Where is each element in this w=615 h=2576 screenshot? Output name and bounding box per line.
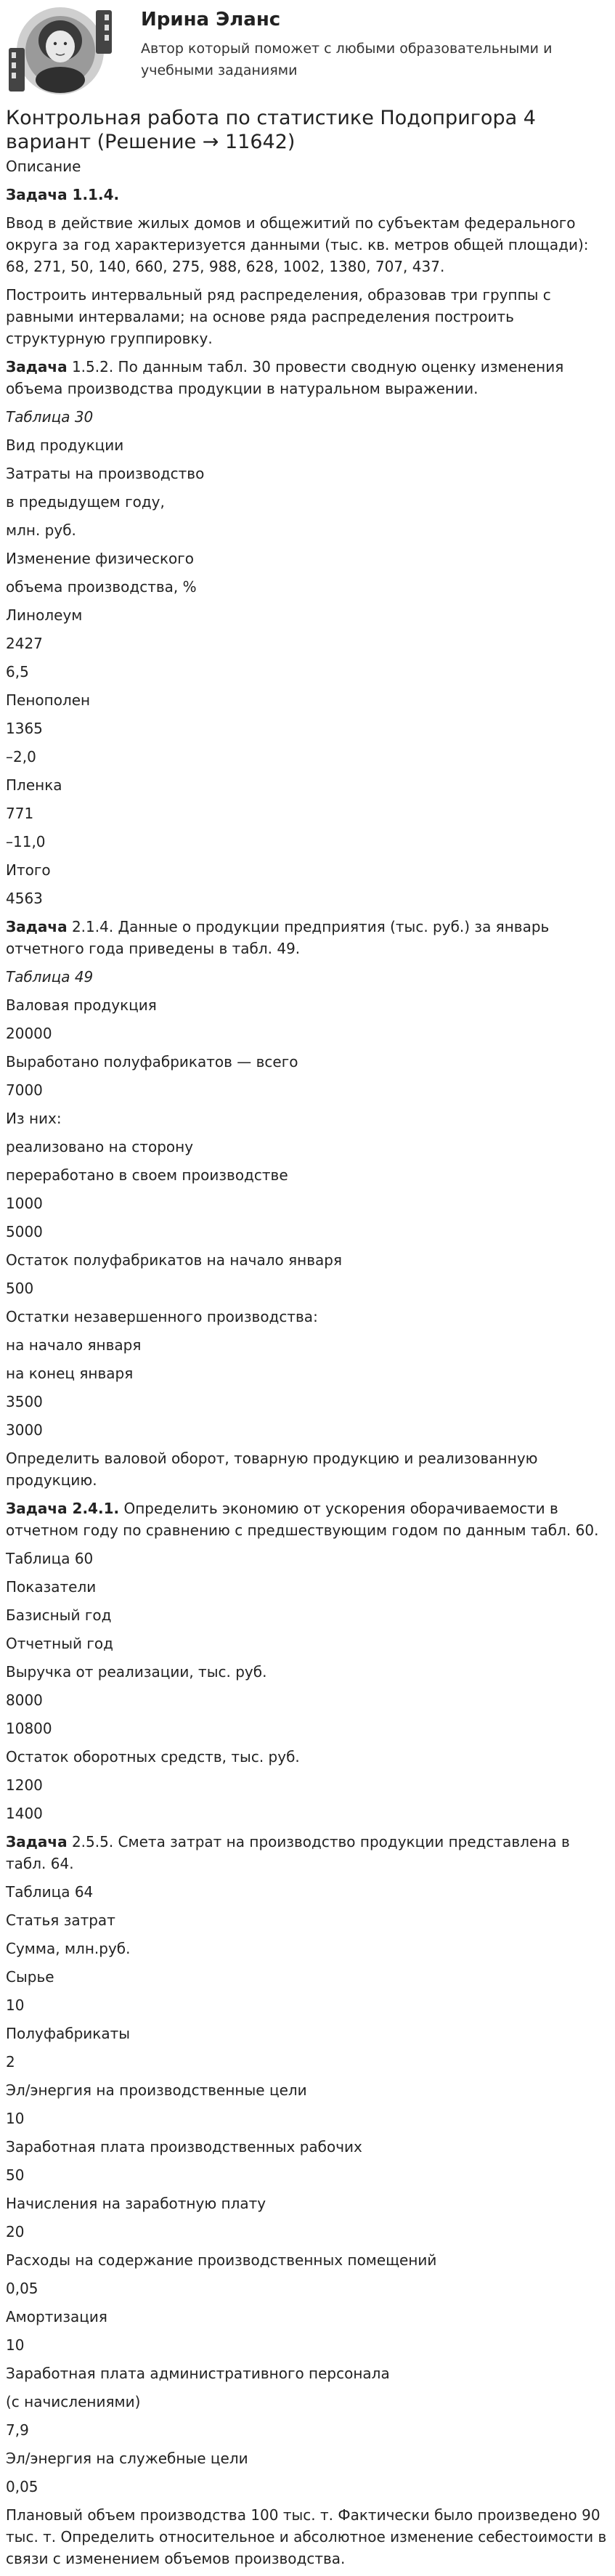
description-label: Описание [6,158,81,175]
author-card [6,4,608,99]
table-line: Заработная плата административного персонала [6,2365,390,2382]
task1-paragraph-1: Ввод в действие жилых домов и общежитий по субъектам федерального округа за год характеризуется данными (тыс. кв. метров общей площади): 68, 271, 50, 140, 660, 275, 988, 628, 1002, 1380, 707, 437. [6,214,589,275]
author-description: Автор который поможет с любыми образовательными и учебными заданиями [141,41,553,78]
table-line: 10 [6,2110,25,2127]
table-line: 10 [6,1996,25,2014]
table-line: Таблица 60 [6,1550,94,1567]
table-line: 10 [6,2336,25,2354]
task4-paragraph [6,1498,608,1541]
task1-paragraph-2: Построить интервальный ряд распределения, образовав три группы с равными интервалами; на основе ряда распределения построить структурную группировку. [6,286,551,347]
table-line: Остатки незавершенного производства: [6,1308,318,1325]
table-line: на конец января [6,1365,134,1382]
task3-paragraph [6,916,608,959]
table-line: 1200 [6,1776,43,1794]
table-line: –2,0 [6,748,36,765]
table-line: Начисления на заработную плату [6,2195,266,2212]
table49-caption: Таблица 49 [6,968,94,986]
task4-lead: Задача 2.4.1. [6,1500,120,1517]
table-line: в предыдущем году, [6,493,165,511]
task2-text: 1.5.2. По данным табл. 30 провести сводную оценку изменения объема производства продукции в натуральном выражении. [6,358,564,397]
table-line: 1000 [6,1195,43,1212]
table-line: Затраты на производство [6,465,205,482]
table-line: Эл/энергия на служебные цели [6,2450,248,2467]
table60-lines [6,1548,608,1824]
table49-lines [6,994,608,1441]
task3-lead: Задача [6,918,68,935]
task5-lead: Задача [6,1833,68,1850]
table-line: 3500 [6,1393,43,1410]
table-line: 1400 [6,1805,43,1822]
table-line: 4563 [6,890,43,907]
table-line: переработано в своем производстве [6,1166,288,1184]
table30-caption: Таблица 30 [6,408,94,426]
task5-paragraph [6,1831,608,1874]
table-line: Таблица 64 [6,1883,94,1901]
table-line: 7000 [6,1081,43,1099]
table-line: на начало января [6,1336,142,1354]
table-line: Расходы на содержание производственных помещений [6,2251,437,2269]
table-line: 771 [6,805,34,822]
table-line: 20 [6,2223,25,2240]
table-line: 6,5 [6,663,29,680]
task2-lead: Задача [6,358,68,375]
task2-paragraph [6,356,608,399]
table-line: 0,05 [6,2478,38,2495]
table-line: Показатели [6,1578,97,1596]
table-line: 5000 [6,1223,43,1240]
author-name[interactable]: Ирина Эланс [141,9,281,31]
task1-heading: Задача 1.1.4. [6,186,120,203]
table-line: 8000 [6,1691,43,1709]
table64-lines [6,1881,608,2498]
table-line: Остаток оборотных средств, тыс. руб. [6,1748,300,1766]
page-title: Контрольная работа по статистике Подопригора 4 вариант (Решение → 11642) [6,107,536,153]
table-line: Вид продукции [6,436,124,454]
table-line: 50 [6,2166,25,2184]
table-line: объема производства, % [6,578,197,596]
table-line: Валовая продукция [6,996,157,1014]
table-line: Базисный год [6,1606,112,1624]
table-line: 0,05 [6,2280,38,2297]
table-line: 10800 [6,1720,52,1737]
work-description [6,155,608,2576]
table-line: Пенополен [6,691,91,709]
table-line: 500 [6,1280,34,1297]
table-line: 20000 [6,1025,52,1042]
table-line: Пленка [6,776,62,794]
task5-conclusion: Плановый объем производства 100 тыс. т. Фактически было произведено 90 тыс. т. Определить относительное и абсолютное изменение себестоимости в связи с изменением объемов производства. [6,2506,607,2567]
task5-text: 2.5.5. Смета затрат на производство продукции представлена в табл. 64. [6,1833,570,1872]
table-line: –11,0 [6,833,46,850]
author-avatar[interactable] [6,4,115,97]
table-line: Отчетный год [6,1635,113,1652]
task3-conclusion: Определить валовой оборот, товарную продукцию и реализованную продукцию. [6,1450,538,1489]
table-line: 3000 [6,1421,43,1439]
table-line: реализовано на сторону [6,1138,194,1155]
table-line: Амортизация [6,2308,107,2325]
table-line: Статья затрат [6,1911,115,1929]
table-line: Остаток полуфабрикатов на начало января [6,1251,342,1269]
table-line: Полуфабрикаты [6,2025,131,2042]
table-line: (с начислениями) [6,2393,141,2410]
table-line: 2427 [6,635,43,652]
table-line: Выработано полуфабрикатов — всего [6,1053,298,1070]
table-line: Выручка от реализации, тыс. руб. [6,1663,267,1681]
table-line: Заработная плата производственных рабочих [6,2138,362,2156]
table-line: Сырье [6,1968,54,1986]
task4-text: Определить экономию от ускорения оборачиваемости в отчетном году по сравнению с предшествующим годом по данным табл. 60. [6,1500,599,1539]
table-line: 7,9 [6,2421,29,2439]
table-line: Изменение физического [6,550,195,567]
task3-text: 2.1.4. Данные о продукции предприятия (тыс. руб.) за январь отчетного года приведены в табл. 49. [6,918,550,957]
table-line: Сумма, млн.руб. [6,1940,131,1957]
table-line: Итого [6,861,51,879]
table-line: Линолеум [6,606,83,624]
table-line: Из них: [6,1110,62,1127]
table-line: 1365 [6,720,43,737]
table30-lines [6,434,608,909]
table-line: 2 [6,2053,15,2071]
table-line: Эл/энергия на производственные цели [6,2081,307,2099]
table-line: млн. руб. [6,521,76,539]
